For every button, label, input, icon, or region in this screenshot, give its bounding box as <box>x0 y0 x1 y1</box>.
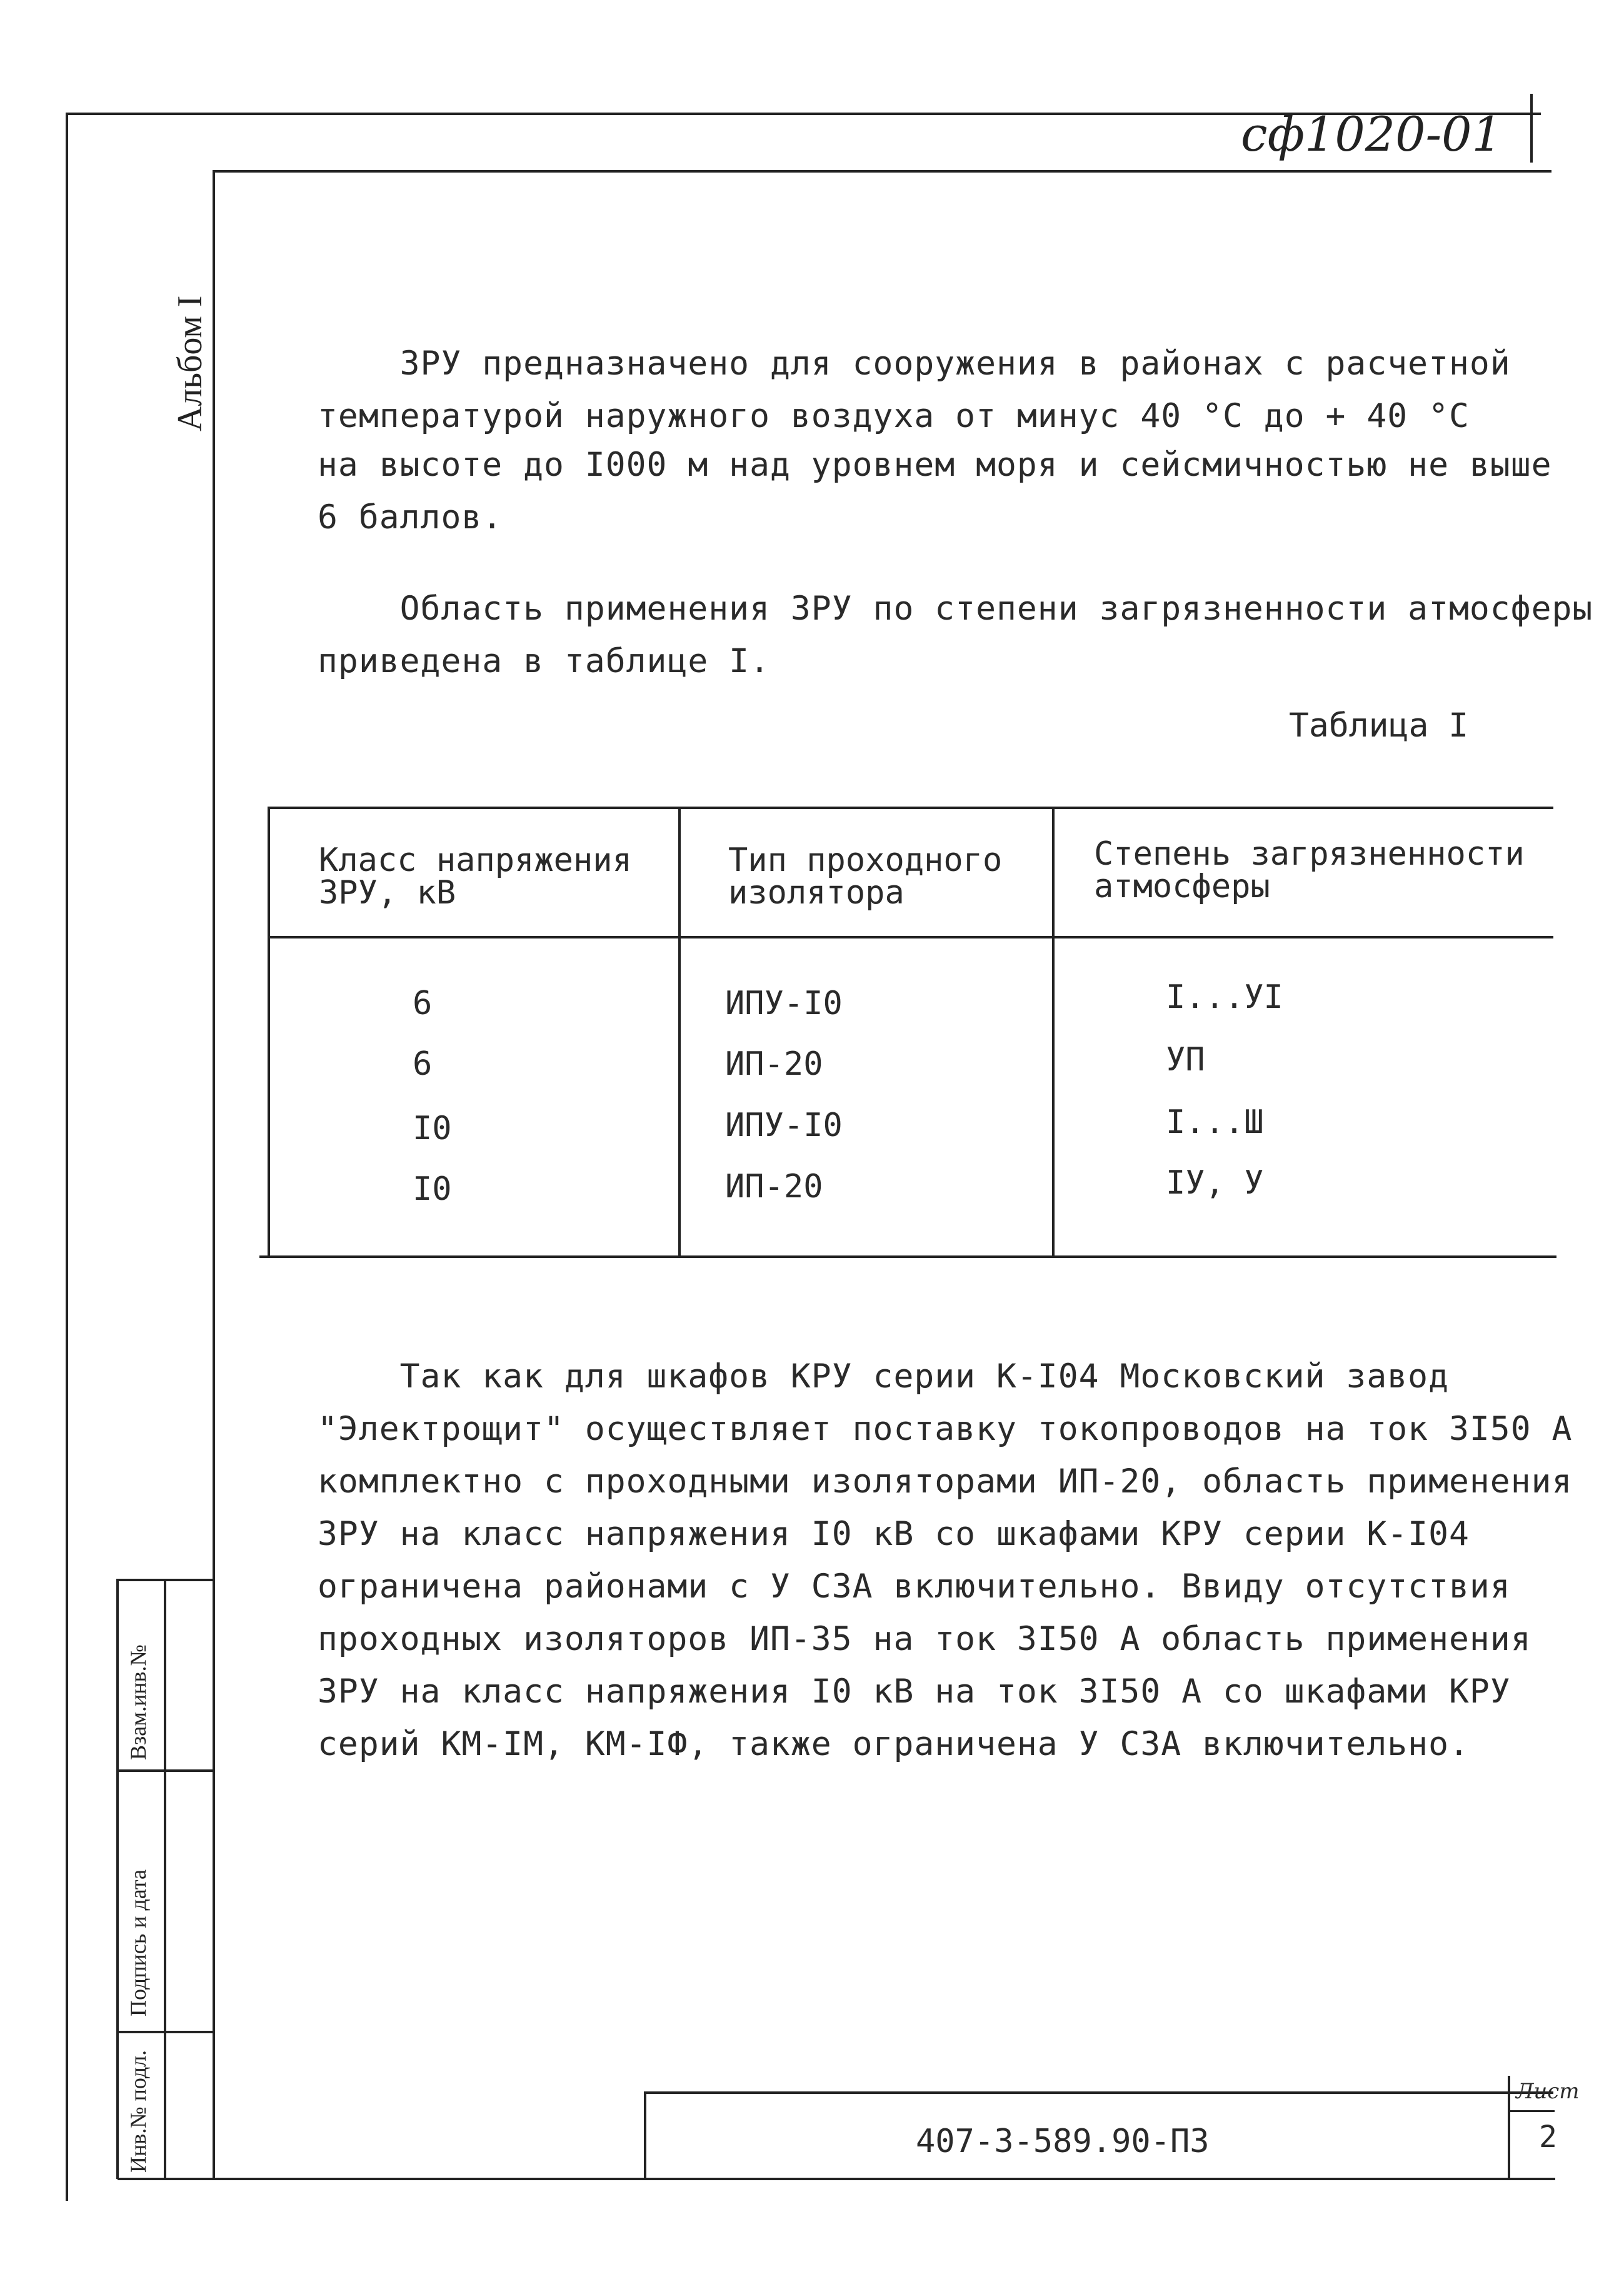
table-cell: УП <box>1166 1041 1205 1079</box>
table-top-border <box>269 807 1553 809</box>
header-tick-right <box>1530 94 1533 163</box>
stamp-inv-original: Инв.№ подл. <box>126 2050 151 2173</box>
stamp-signature-date: Подпись и дата <box>126 1869 151 2016</box>
table-cell: 6 <box>413 985 433 1022</box>
table-cell: 6 <box>413 1045 433 1083</box>
note-line: Так как для шкафов КРУ серии К-I04 Московский завод <box>318 1357 1449 1396</box>
applicability-line: Область применения ЗРУ по степени загрязненности атмосферы <box>318 590 1593 628</box>
intro-line: ЗРУ предназначено для сооружения в районах с расчетной <box>318 345 1511 383</box>
stamp-div-1 <box>116 1769 214 1772</box>
intro-line: на высоте до I000 м над уровнем моря и сейсмичностью не выше <box>318 446 1552 484</box>
note-line: ограничена районами с У СЗА включительно. Ввиду отсутствия <box>318 1567 1511 1606</box>
document-code: сф1020-01 <box>1241 106 1502 162</box>
note-line: проходных изоляторов ИП-35 на ток 3I50 А область применения <box>318 1620 1531 1658</box>
note-line: комплектно с проходными изоляторами ИП-20, область применения <box>318 1462 1573 1501</box>
stamp-col-mid <box>164 1579 166 2179</box>
note-line: "Электрощит" осуществляет поставку токопроводов на ток 3I50 А <box>318 1410 1573 1448</box>
applicability-line: приведена в таблице I. <box>318 642 770 680</box>
intro-line: 6 баллов. <box>318 498 503 536</box>
table-cell: ИП-20 <box>725 1168 823 1205</box>
table-cell: ИПУ-I0 <box>725 1107 843 1144</box>
intro-line: температурой наружного воздуха от минус 40 °С до + 40 °С <box>318 397 1470 435</box>
table-bottom-border <box>259 1255 1556 1258</box>
stamp-div-2 <box>116 2031 214 2033</box>
note-line: серий КМ-IМ, КМ-IФ, также ограничена У СЗА включительно. <box>318 1725 1470 1763</box>
inner-frame-left <box>213 170 215 2180</box>
table-cell: I0 <box>413 1170 452 1208</box>
table-header-pollution: Степень загрязненности атмосферы <box>1094 835 1525 905</box>
sheet-label: Лист <box>1516 2079 1580 2104</box>
note-line: ЗРУ на класс напряжения I0 кВ со шкафами КРУ серии К-I04 <box>318 1515 1470 1553</box>
inner-frame-top <box>214 170 1551 173</box>
frame-bottom <box>118 2178 1555 2180</box>
table-cell: ИПУ-I0 <box>725 985 843 1022</box>
document-designation: 407-3-589.90-ПЗ <box>916 2123 1210 2160</box>
table-caption: Таблица I <box>1289 707 1469 745</box>
table-header-voltage: Класс напряжения ЗРУ, кВ <box>319 842 632 912</box>
album-label: Альбом I <box>171 295 209 431</box>
sheet-number: 2 <box>1539 2120 1557 2155</box>
outer-frame-left <box>66 113 68 2201</box>
table-cell: I...Ш <box>1166 1104 1264 1141</box>
stamp-top <box>116 1579 214 1581</box>
stamp-col-left <box>116 1579 119 2179</box>
table-cell: ИП-20 <box>725 1045 823 1083</box>
title-block-sheet-divider <box>1508 2076 1510 2179</box>
table-cell: I0 <box>413 1110 452 1147</box>
title-block-sheet-row <box>1508 2110 1555 2112</box>
table-col-divider-1 <box>678 807 681 1257</box>
note-line: ЗРУ на класс напряжения I0 кВ на ток 3I50 А со шкафами КРУ <box>318 1673 1511 1711</box>
stamp-replace-inv: Взам.инв.№ <box>126 1644 151 1760</box>
table-col-divider-2 <box>1052 807 1055 1257</box>
table-header-insulator: Тип проходного изолятора <box>728 842 1003 912</box>
table-left-border <box>268 807 270 1257</box>
table-cell: IУ, У <box>1166 1164 1264 1202</box>
title-block-left <box>644 2091 646 2179</box>
title-block-top <box>644 2091 1553 2094</box>
table-header-border <box>269 936 1553 938</box>
table-cell: I...УI <box>1166 978 1283 1016</box>
